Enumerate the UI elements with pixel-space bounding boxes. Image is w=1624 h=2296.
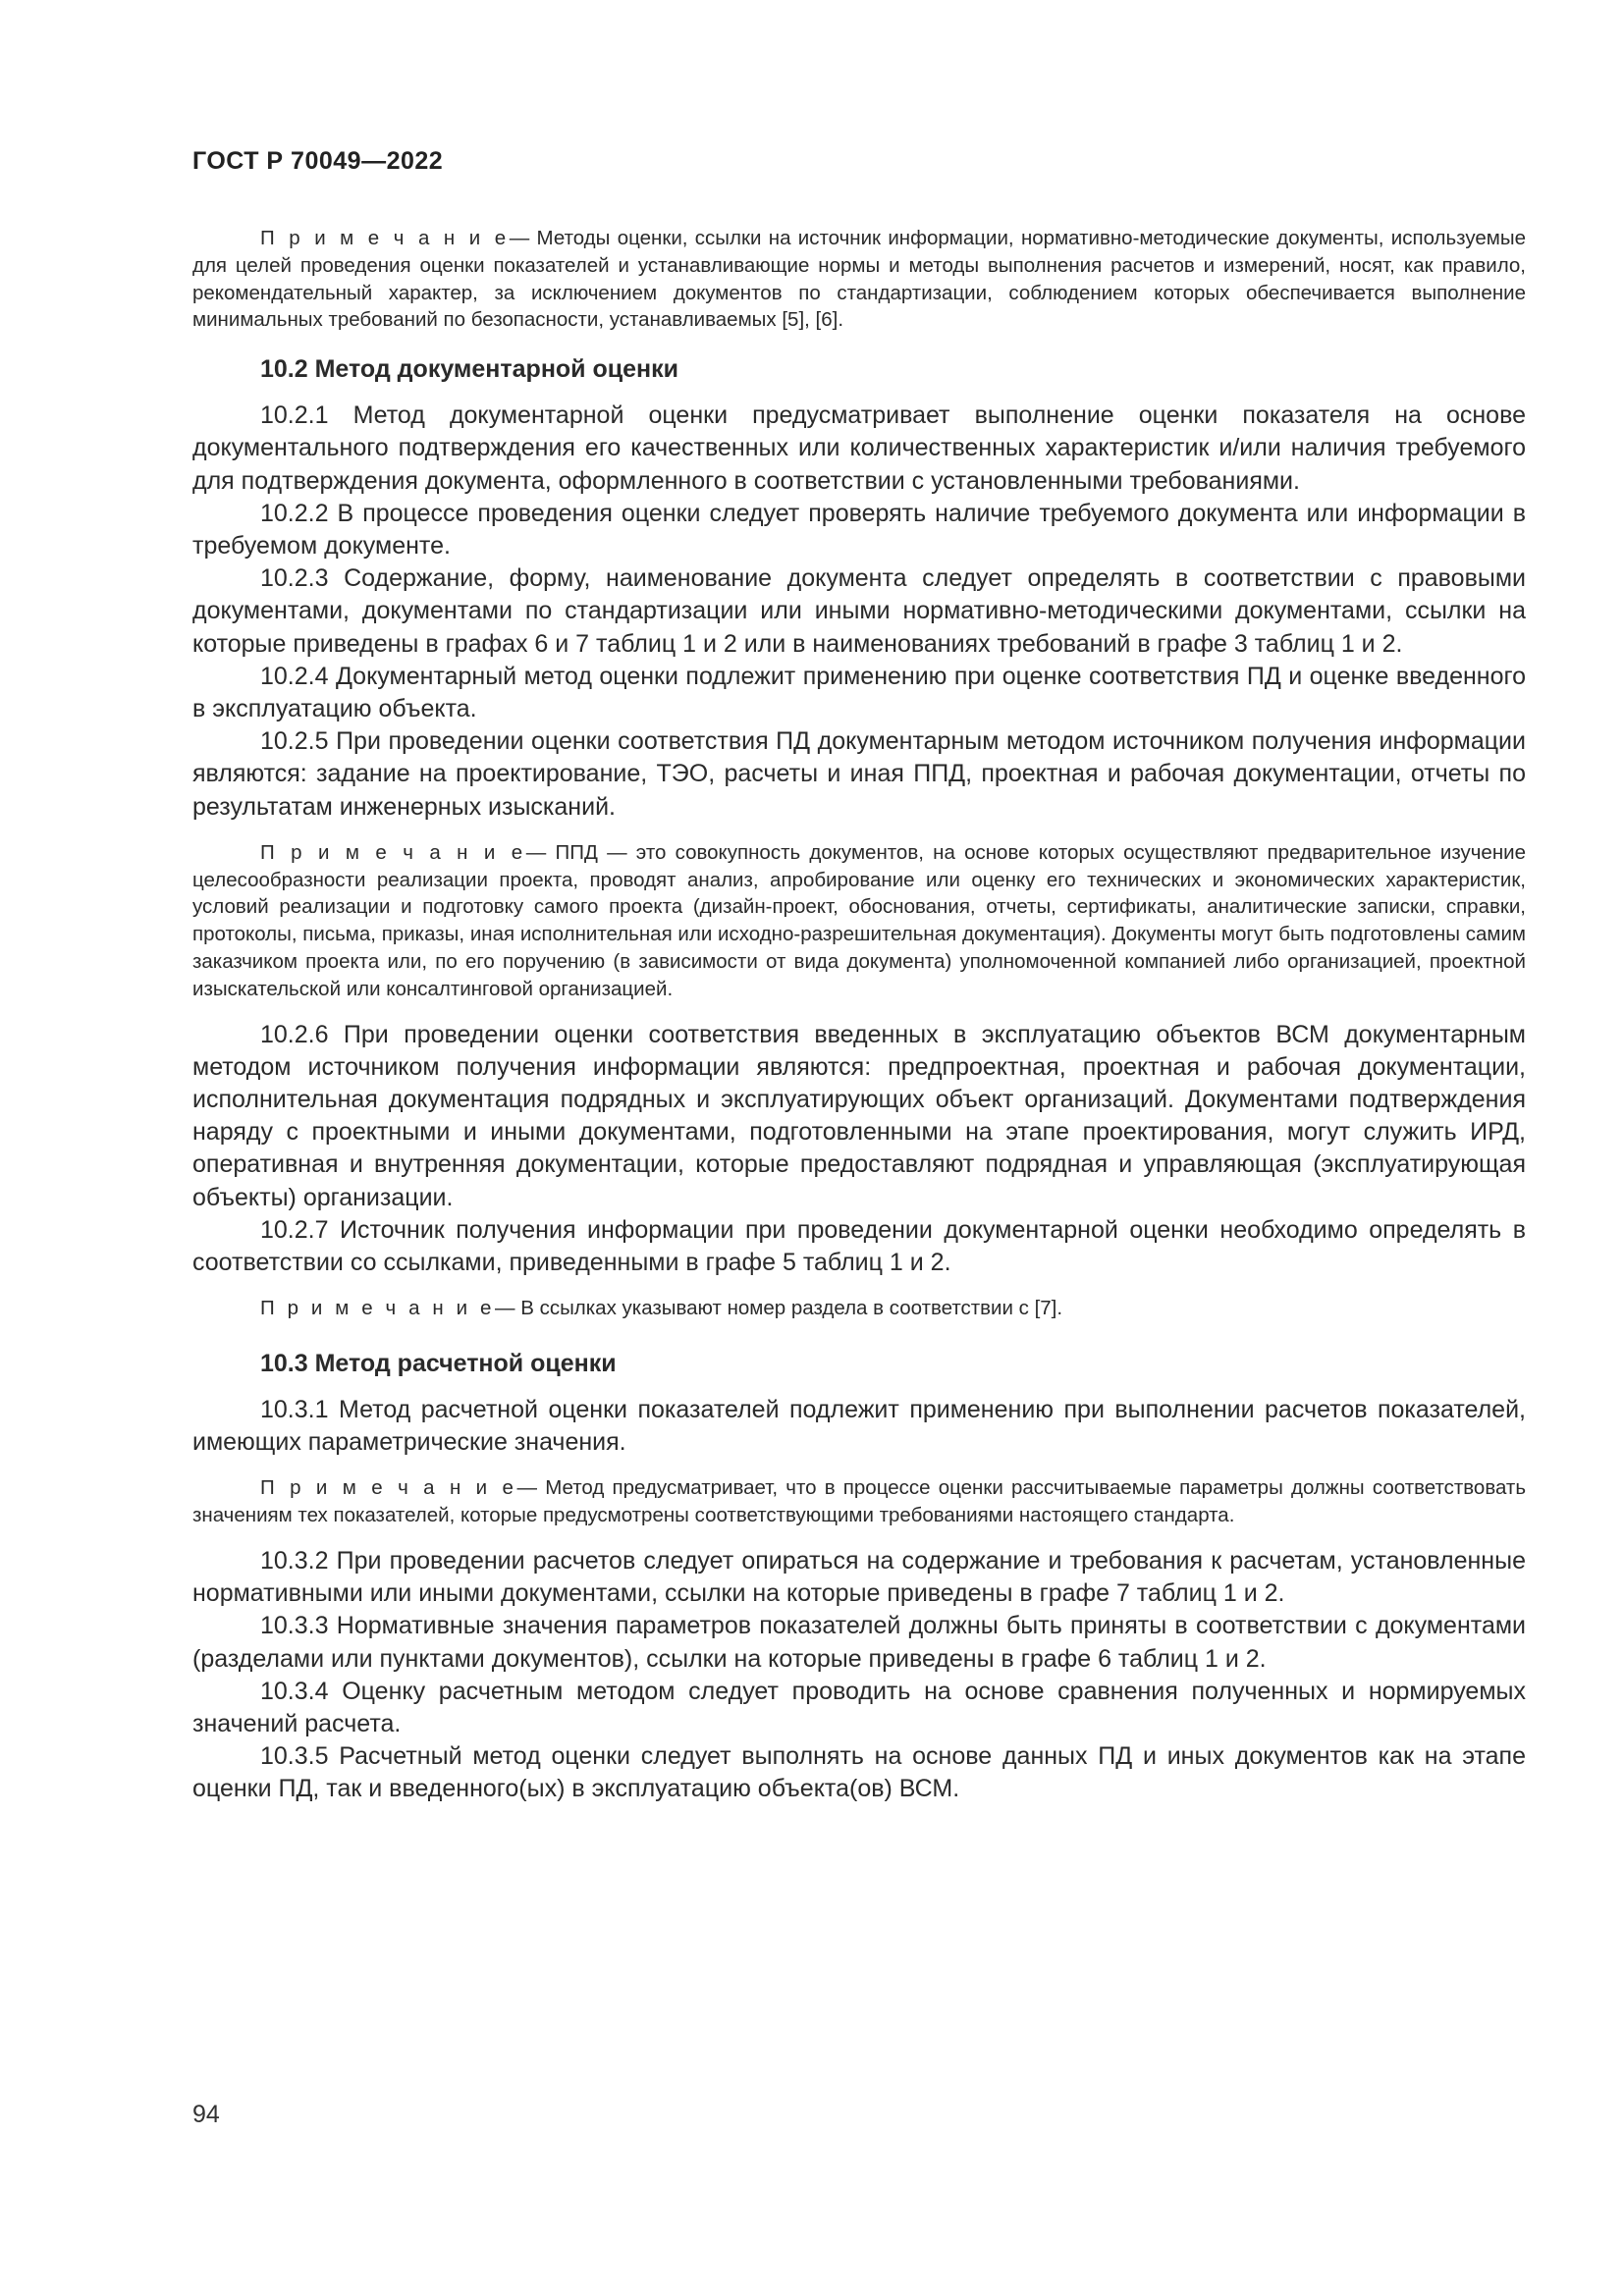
note-text: — Методы оценки, ссылки на источник информации, нормативно-методические документы, используемые для целей проведения оценки показателей и устанавливающие нормы и методы выполнения расчетов и измерений, носят, как правило, рекомендательный характер, за исключением документов по стандартизации, соблюдением которых обеспечивается выполнение минимальных требований по безопасности, устанавливаемых [5], [6]. bbox=[192, 227, 1526, 332]
paragraph-10-3-5: 10.3.5 Расчетный метод оценки следует выполнять на основе данных ПД и иных документов как на этапе оценки ПД, так и введенного(ых) в эксплуатацию объекта(ов) ВСМ. bbox=[192, 1742, 1526, 1803]
section-heading-10-2: 10.2 Метод документарной оценки bbox=[260, 355, 679, 384]
note-paragraph bbox=[192, 225, 1526, 334]
paragraph-10-2-7: 10.2.7 Источник получения информации при проведении документарной оценки необходимо определять в соответствии со ссылками, приведенными в графе 5 таблиц 1 и 2. bbox=[192, 1215, 1526, 1277]
paragraph-10-3-1: 10.3.1 Метод расчетной оценки показателей подлежит применению при выполнении расчетов показателей, имеющих параметрические значения. bbox=[192, 1396, 1526, 1457]
paragraph-10-2-3: 10.2.3 Содержание, форму, наименование документа следует определять в соответствии с правовыми документами, документами по стандартизации или иными нормативно-методическими документами, ссылки на которые приведены в графах 6 и 7 таблиц 1 и 2 или в наименованиях требований в графе 3 таблиц 1 и 2. bbox=[192, 564, 1526, 658]
note-paragraph bbox=[192, 1474, 1526, 1529]
note-text: — ППД — это совокупность документов, на основе которых осуществляют предварительное изучение целесообразности реализации проекта, проводят анализ, апробирование или оценку его технических и экономических характеристик, условий реализации и подготовку самого проекта (дизайн-проект, обоснования, отчеты, сертификаты, аналитические записки, справки, протоколы, письма, приказы, иная исполнительная или исходно-разрешительная документация). Документы могут быть подготовлены самим заказчиком проекта или, по его поручению (в зависимости от вида документа) уполномоченной компанией либо организацией, проектной изыскательской или консалтинговой организацией. bbox=[192, 840, 1526, 1000]
note-label: П р и м е ч а н и е bbox=[260, 227, 510, 249]
section-heading-10-3: 10.3 Метод расчетной оценки bbox=[260, 1350, 617, 1378]
note-text: — Метод предусматривает, что в процессе оценки рассчитываемые параметры должны соответствовать значениям тех показателей, которые предусмотрены соответствующими требованиями настоящего стандарта. bbox=[192, 1476, 1527, 1527]
document-header: ГОСТ Р 70049—2022 bbox=[192, 147, 444, 175]
paragraph-10-3-2: 10.3.2 При проведении расчетов следует опираться на содержание и требования к расчетам, установленные нормативными или иными документами, ссылки на которые приведены в графе 7 таблиц 1 и 2. bbox=[192, 1547, 1526, 1608]
note-paragraph bbox=[192, 839, 1526, 1003]
note-paragraph bbox=[192, 1295, 1526, 1322]
page-number: 94 bbox=[192, 2101, 220, 2128]
paragraph-10-2-4: 10.2.4 Документарный метод оценки подлежит применению при оценке соответствия ПД и оценке введенного в эксплуатацию объекта. bbox=[192, 662, 1526, 723]
paragraph-10-3-3: 10.3.3 Нормативные значения параметров показателей должны быть приняты в соответствии с документами (разделами или пунктами документов), ссылки на которые приведены в графе 6 таблиц 1 и 2. bbox=[192, 1612, 1526, 1673]
document-page bbox=[192, 147, 1526, 1806]
paragraph-10-2-5: 10.2.5 При проведении оценки соответствия ПД документарным методом источником получения информации являются: задание на проектирование, ТЭО, расчеты и иная ППД, проектная и рабочая документации, отчеты по результатам инженерных изысканий. bbox=[192, 727, 1526, 821]
note-label: П р и м е ч а н и е bbox=[260, 1297, 495, 1320]
note-label: П р и м е ч а н и е bbox=[260, 840, 526, 864]
paragraph-10-2-6: 10.2.6 При проведении оценки соответствия введенных в эксплуатацию объектов ВСМ документарным методом источником получения информации являются: предпроектная, проектная и рабочая документации, исполнительная документация подрядных и эксплуатирующих объект организаций. Документами подтверждения наряду с проектными и иными документами, подготовленными на этапе проектирования, могут служить ИРД, оперативная и внутренняя документации, которые предоставляют подрядная и управляющая (эксплуатирующая объекты) организации. bbox=[192, 1020, 1526, 1211]
paragraph-10-3-4: 10.3.4 Оценку расчетным методом следует проводить на основе сравнения полученных и нормируемых значений расчета. bbox=[192, 1677, 1526, 1738]
note-text: — В ссылках указывают номер раздела в соответствии с [7]. bbox=[495, 1297, 1063, 1320]
paragraph-10-2-2: 10.2.2 В процессе проведения оценки следует проверять наличие требуемого документа или информации в требуемом документе. bbox=[192, 499, 1526, 560]
paragraph-10-2-1: 10.2.1 Метод документарной оценки предусматривает выполнение оценки показателя на основе документального подтверждения его качественных или количественных характеристик и/или наличия требуемого для подтверждения документа, оформленного в соответствии с установленными требованиями. bbox=[192, 401, 1526, 495]
note-label: П р и м е ч а н и е bbox=[260, 1476, 517, 1500]
